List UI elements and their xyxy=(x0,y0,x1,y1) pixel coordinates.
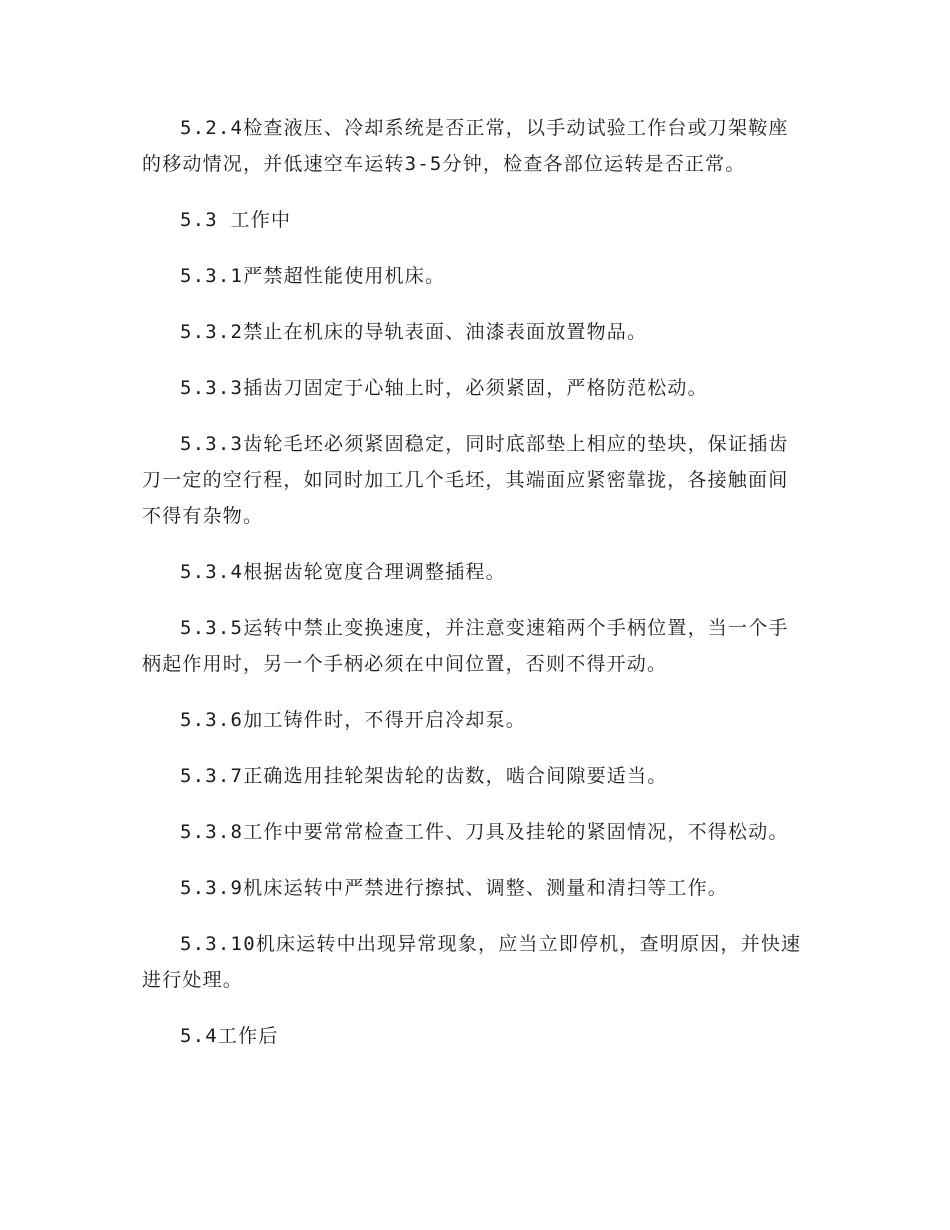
paragraph-5-3-2: 5.3.2禁止在机床的导轨表面、油漆表面放置物品。 xyxy=(180,321,648,343)
paragraph-5-3-5: 5.3.5运转中禁止变换速度，并注意变速箱两个手柄位置，当一个手柄起作用时，另一个手柄必须在中间位置，否则不得开动。 xyxy=(142,617,789,675)
paragraph-5-3-3-b: 5.3.3齿轮毛坯必须紧固稳定，同时底部垫上相应的垫块，保证插齿刀一定的空行程，如同时加工几个毛坯，其端面应紧密靠拢，各接触面间不得有杂物。 xyxy=(142,433,789,527)
paragraph-5-3-9: 5.3.9机床运转中严禁进行擦拭、调整、测量和清扫等工作。 xyxy=(180,877,728,899)
paragraph-5-3-8: 5.3.8工作中要常常检查工件、刀具及挂轮的紧固情况，不得松动。 xyxy=(180,821,789,843)
paragraph-5-3-1: 5.3.1严禁超性能使用机床。 xyxy=(180,265,446,287)
section-heading-5-3: 5.3 工作中 xyxy=(180,209,292,231)
section-heading-5-4: 5.4工作后 xyxy=(180,1025,279,1047)
paragraph-5-2-4: 5.2.4检查液压、冷却系统是否正常，以手动试验工作台或刀架鞍座的移动情况，并低速空车运转3-5分钟，检查各部位运转是否正常。 xyxy=(142,117,789,175)
paragraph-5-3-7: 5.3.7正确选用挂轮架齿轮的齿数，啮合间隙要适当。 xyxy=(180,765,668,787)
paragraph-5-3-4: 5.3.4根据齿轮宽度合理调整插程。 xyxy=(180,561,506,583)
paragraph-5-3-6: 5.3.6加工铸件时，不得开启冷却泵。 xyxy=(180,709,526,731)
document-body xyxy=(142,110,808,1074)
paragraph-5-3-10: 5.3.10机床运转中出现异常现象，应当立即停机，查明原因，并快速进行处理。 xyxy=(142,933,802,991)
paragraph-5-3-3-a: 5.3.3插齿刀固定于心轴上时，必须紧固，严格防范松动。 xyxy=(180,377,708,399)
